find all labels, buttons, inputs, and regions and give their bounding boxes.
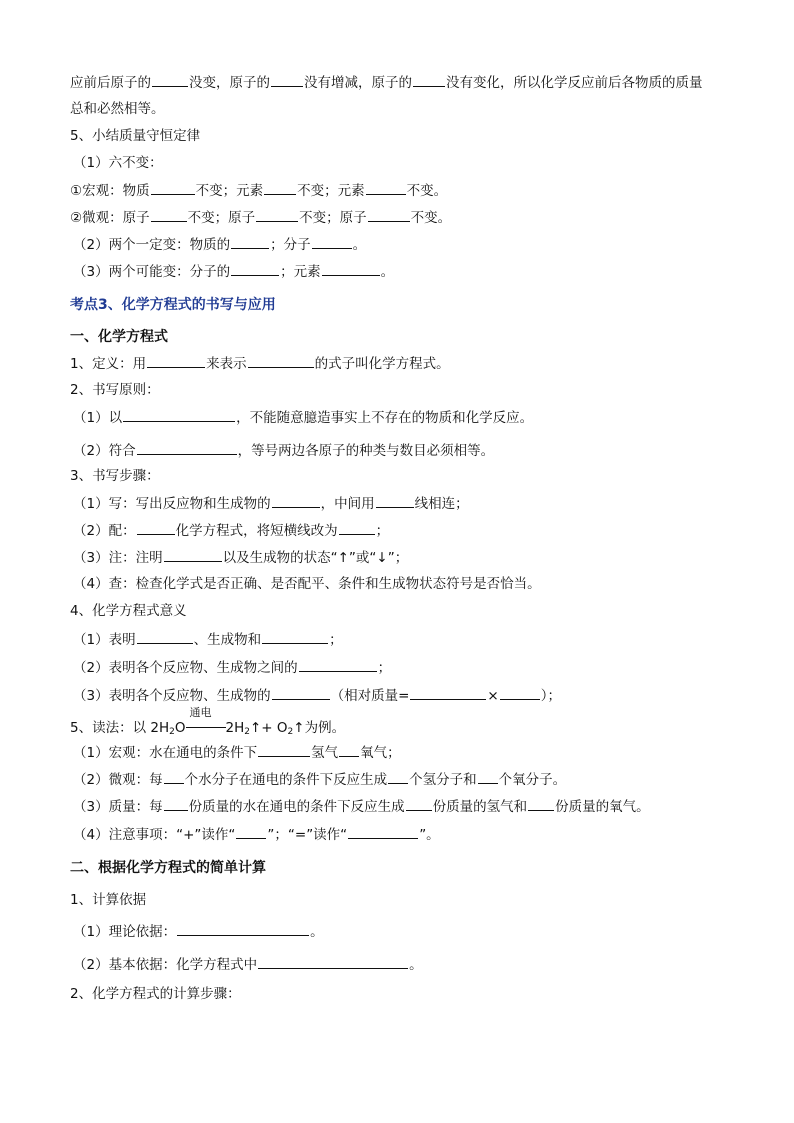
line-reading-notes (73, 825, 440, 844)
blank[interactable] (256, 208, 298, 222)
text: 不变；元素 (297, 183, 365, 199)
line-meaning: 4、化学方程式意义 (70, 603, 187, 619)
blank[interactable] (137, 630, 193, 644)
text: （3）表明各个反应物、生成物的 (73, 688, 271, 704)
text: （4）注意事项：“+”读作“ (73, 827, 236, 843)
line-conservation-explanation (70, 73, 703, 92)
line-mass-sum: 总和必然相等。 (70, 101, 165, 117)
blank[interactable] (264, 181, 296, 195)
blank[interactable] (413, 73, 445, 87)
text: 份质量的水在通电的条件下反应生成 (188, 799, 405, 815)
text: 没有增减，原子的 (304, 75, 412, 91)
blank[interactable] (388, 770, 408, 784)
line-six-unchanged: （1）六不变： (73, 155, 163, 171)
text: 份质量的氧气。 (555, 799, 650, 815)
text: 2H (225, 720, 245, 736)
line-calc-basis: 1、计算依据 (70, 892, 147, 908)
blank[interactable] (248, 354, 314, 368)
text: ②微观：原子 (70, 210, 150, 226)
subsection-heading-equation: 一、化学方程式 (70, 329, 168, 345)
text: ，中间用 (320, 496, 375, 512)
blank[interactable] (231, 262, 279, 276)
blank[interactable] (137, 521, 175, 535)
text: （1）表明 (73, 632, 136, 648)
text: 来表示 (206, 356, 247, 372)
condition-label: 通电 (189, 706, 212, 719)
line-theory-basis (73, 922, 324, 941)
text: 。 (310, 924, 324, 940)
text: ；元素 (280, 264, 321, 280)
blank[interactable] (500, 686, 540, 700)
text: 不变；元素 (195, 183, 264, 199)
blank[interactable] (339, 743, 359, 757)
text: ； (377, 660, 392, 676)
text: 的式子叫化学方程式。 (314, 356, 450, 372)
blank[interactable] (147, 354, 205, 368)
text: （2）配： (73, 523, 136, 539)
line-macro (70, 181, 447, 200)
blank[interactable] (339, 521, 375, 535)
line-principle-1 (73, 408, 533, 427)
text: 线相连； (414, 496, 469, 512)
line-principle-2 (73, 441, 494, 460)
blank[interactable] (258, 743, 310, 757)
text: 、生成物和 (193, 632, 262, 648)
text: 应前后原子的 (70, 75, 151, 91)
section-heading-kaodian-3: 考点3、化学方程式的书写与应用 (70, 297, 276, 313)
blank[interactable] (312, 235, 352, 249)
text: 没变，原子的 (189, 75, 270, 91)
text: ↑+ O (249, 720, 288, 736)
text: 化学方程式，将短横线改为 (175, 523, 338, 539)
text: 不变。 (410, 210, 452, 226)
subscript: 2 (169, 727, 175, 737)
line-meaning-3 (73, 686, 561, 705)
line-micro (70, 208, 451, 227)
line-meaning-2 (73, 658, 391, 677)
blank[interactable] (322, 262, 380, 276)
text: × (487, 688, 499, 704)
text: 。 (352, 237, 367, 253)
text: ； (329, 632, 343, 648)
text: 份质量的氢气和 (432, 799, 528, 815)
text: 1、定义：用 (70, 356, 147, 372)
line-steps: 3、书写步骤： (70, 468, 160, 484)
line-definition (70, 354, 450, 373)
blank[interactable] (271, 73, 303, 87)
text: 5、读法：以 2H (70, 720, 170, 736)
line-reading-micro (73, 770, 566, 789)
line-step-check: （4）查：检查化学式是否正确、是否配平、条件和生成物状态符号是否恰当。 (73, 576, 541, 592)
blank[interactable] (231, 235, 269, 249)
line-meaning-1 (73, 630, 343, 649)
text: （2）基本依据：化学方程式中 (73, 957, 258, 973)
text: 个水分子在通电的条件下反应生成 (184, 772, 388, 788)
text: 以及生成物的状态“↑”或“↓”； (222, 550, 409, 566)
text: ”；“=”读作“ (267, 827, 348, 843)
blank[interactable] (376, 494, 414, 508)
text: 氢气 (311, 745, 339, 761)
text: ①宏观：物质 (70, 183, 150, 199)
blank[interactable] (299, 658, 377, 672)
text: ，不能随意臆造事实上不存在的物质和化学反应。 (236, 410, 534, 426)
blank[interactable] (177, 922, 309, 936)
text: 。 (380, 264, 395, 280)
subsection-heading-calculation: 二、根据化学方程式的简单计算 (70, 860, 266, 876)
text: （2）两个一定变：物质的 (73, 237, 231, 253)
blank[interactable] (366, 181, 406, 195)
blank[interactable] (151, 208, 187, 222)
text: （1）理论依据： (73, 924, 177, 940)
blank[interactable] (272, 494, 320, 508)
text: （2）符合 (73, 443, 136, 459)
line-two-must-change (73, 235, 366, 254)
line-reading-method (70, 706, 346, 741)
blank[interactable] (151, 181, 195, 195)
blank[interactable] (137, 441, 237, 455)
text: O (174, 720, 186, 736)
blank[interactable] (478, 770, 498, 784)
subscript: 2 (287, 727, 294, 737)
reaction-condition-arrow (186, 706, 226, 732)
line-principles: 2、书写原则： (70, 382, 160, 398)
text: ，等号两边各原子的种类与数目必须相等。 (237, 443, 495, 459)
text: （1）写：写出反应物和生成物的 (73, 496, 271, 512)
text: （1）以 (73, 410, 123, 426)
text: （2）微观：每 (73, 772, 163, 788)
blank[interactable] (272, 686, 330, 700)
text: 不变；原子 (187, 210, 256, 226)
blank[interactable] (164, 770, 184, 784)
text: ↑为例。 (293, 720, 346, 736)
line-reading-macro (73, 743, 401, 762)
blank[interactable] (258, 955, 408, 969)
line-step-note (73, 548, 408, 567)
blank[interactable] (406, 797, 432, 811)
text: ；分子 (270, 237, 311, 253)
subscript: 2 (244, 727, 250, 737)
blank[interactable] (410, 686, 486, 700)
blank[interactable] (236, 825, 266, 839)
text: 不变；原子 (299, 210, 367, 226)
text: （1）宏观：水在通电的条件下 (73, 745, 258, 761)
line-calc-steps: 2、化学方程式的计算步骤： (70, 986, 241, 1002)
heading-summary-law: 5、小结质量守恒定律 (70, 128, 201, 144)
text: 不变。 (406, 183, 448, 199)
text: 个氧分子。 (498, 772, 567, 788)
text: 没有变化，所以化学反应前后各物质的质量 (446, 75, 703, 91)
line-basic-basis (73, 955, 423, 974)
blank[interactable] (164, 797, 188, 811)
blank[interactable] (528, 797, 554, 811)
blank[interactable] (348, 825, 418, 839)
blank[interactable] (368, 208, 410, 222)
line-step-balance (73, 521, 389, 540)
text: 个氢分子和 (409, 772, 477, 788)
condition-line (186, 727, 226, 728)
text: （3）两个可能变：分子的 (73, 264, 231, 280)
text: ； (375, 523, 390, 539)
text: ”。 (419, 827, 440, 843)
line-reading-mass (73, 797, 650, 816)
text: （3）注：注明 (73, 550, 163, 566)
text: ）； (540, 688, 561, 704)
text: （2）表明各个反应物、生成物之间的 (73, 660, 298, 676)
blank[interactable] (262, 630, 328, 644)
text: 。 (409, 957, 423, 973)
blank[interactable] (123, 408, 235, 422)
blank[interactable] (152, 73, 188, 87)
text: （相对质量= (330, 688, 410, 704)
line-step-write (73, 494, 469, 513)
blank[interactable] (164, 548, 222, 562)
text: 氧气； (360, 745, 401, 761)
text: （3）质量：每 (73, 799, 163, 815)
line-two-may-change (73, 262, 394, 281)
